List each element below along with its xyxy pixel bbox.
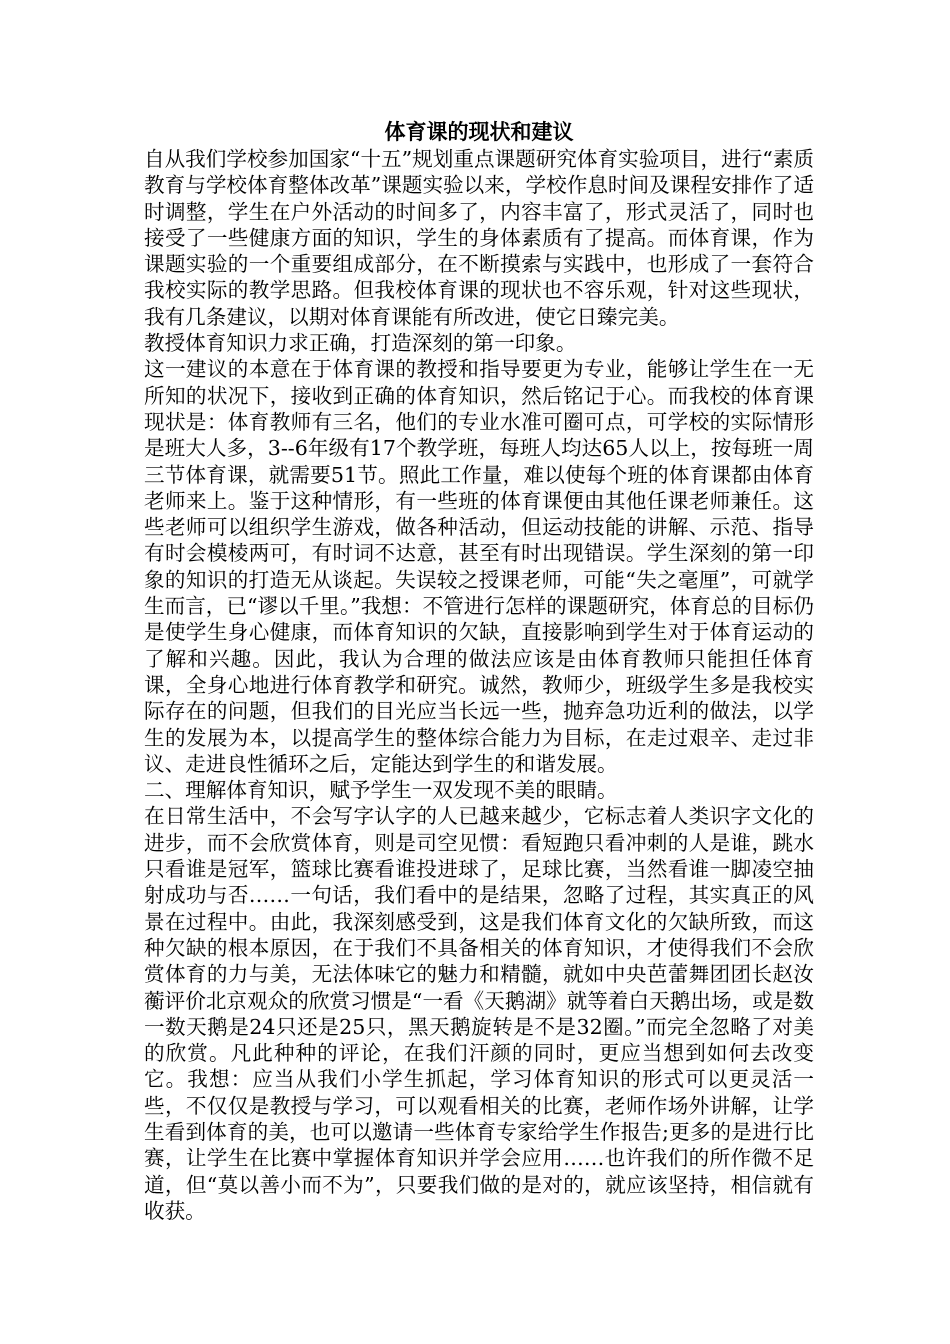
document-page: [144, 118, 814, 1224]
section-1-body: 这一建议的本意在于体育课的教授和指导要更为专业，能够让学生在一无所知的状况下，接收到正确的体育知识，然后铭记于心。而我校的体育课现状是：体育教师有三名，他们的专业水准可圈可点，可学校的实际情形是班大人多，3--6年级有17个教学班，每班人均达65人以上，按每班一周三节体育课，就需要51节。照此工作量，难以使每个班的体育课都由体育老师来上。鉴于这种情形，有一些班的体育课便由其他任课老师兼任。这些老师可以组织学生游戏，做各种活动，但运动技能的讲解、示范、指导有时会模棱两可，有时词不达意，甚至有时出现错误。学生深刻的第一印象的知识的打造无从谈起。失误较之授课老师，可能“失之毫厘”，可就学生而言，已“谬以千里。”我想：不管进行怎样的课题研究，体育总的目标仍是使学生身心健康，而体育知识的欠缺，直接影响到学生对于体育运动的了解和兴趣。因此，我认为合理的做法应该是由体育教师只能担任体育课，全身心地进行体育教学和研究。诚然，教师少，班级学生多是我校实际存在的问题，但我们的目光应当长远一些，抛弃急功近利的做法，以学生的发展为本，以提高学生的整体综合能力为目标，在走过艰辛、走过非议、走进良性循环之后，定能达到学生的和谐发展。: [144, 357, 814, 776]
document-title: 体育课的现状和建议: [384, 119, 574, 144]
section-2-body: 在日常生活中，不会写字认字的人已越来越少，它标志着人类识字文化的进步，而不会欣赏体育，则是司空见惯：看短跑只看冲刺的人是谁，跳水只看谁是冠军，篮球比赛看谁投进球了，足球比赛，当然看谁一脚凌空抽射成功与否……一句话，我们看中的是结果，忽略了过程，其实真正的风景在过程中。由此，我深刻感受到，这是我们体育文化的欠缺所致，而这种欠缺的根本原因，在于我们不具备相关的体育知识，才使得我们不会欣赏体育的力与美，无法体味它的魅力和精髓，就如中央芭蕾舞团团长赵汝蘅评价北京观众的欣赏习惯是“一看《天鹅湖》就等着白天鹅出场，或是数一数天鹅是24只还是25只，黑天鹅旋转是不是32圈。”而完全忽略了对美的欣赏。凡此种种的评论，在我们汗颜的同时，更应当想到如何去改变它。我想：应当从我们小学生抓起，学习体育知识的形式可以更灵活一些，不仅仅是教授与学习，可以观看相关的比赛，老师作场外讲解，让学生看到体育的美，也可以邀请一些体育专家给学生作报告;更多的是进行比赛，让学生在比赛中掌握体育知识并学会应用……也许我们的所作微不足道，但“莫以善小而不为”，只要我们做的是对的，就应该坚持，相信就有收获。: [144, 804, 814, 1223]
section-heading-2: 二、理解体育知识，赋予学生一双发现不美的眼睛。: [144, 778, 618, 803]
intro-paragraph: 自从我们学校参加国家“十五”规划重点课题研究体育实验项目，进行“素质教育与学校体育整体改革”课题实验以来，学校作息时间及课程安排作了适时调整，学生在户外活动的时间多了，内容丰富了，形式灵活了，同时也接受了一些健康方面的知识，学生的身体素质有了提高。而体育课，作为课题实验的一个重要组成部分，在不断摸索与实践中，也形成了一套符合我校实际的教学思路。但我校体育课的现状也不容乐观，针对这些现状，我有几条建议，以期对体育课能有所改进，使它日臻完美。: [144, 147, 814, 329]
section-heading-1: 教授体育知识力求正确，打造深刻的第一印象。: [144, 331, 577, 356]
